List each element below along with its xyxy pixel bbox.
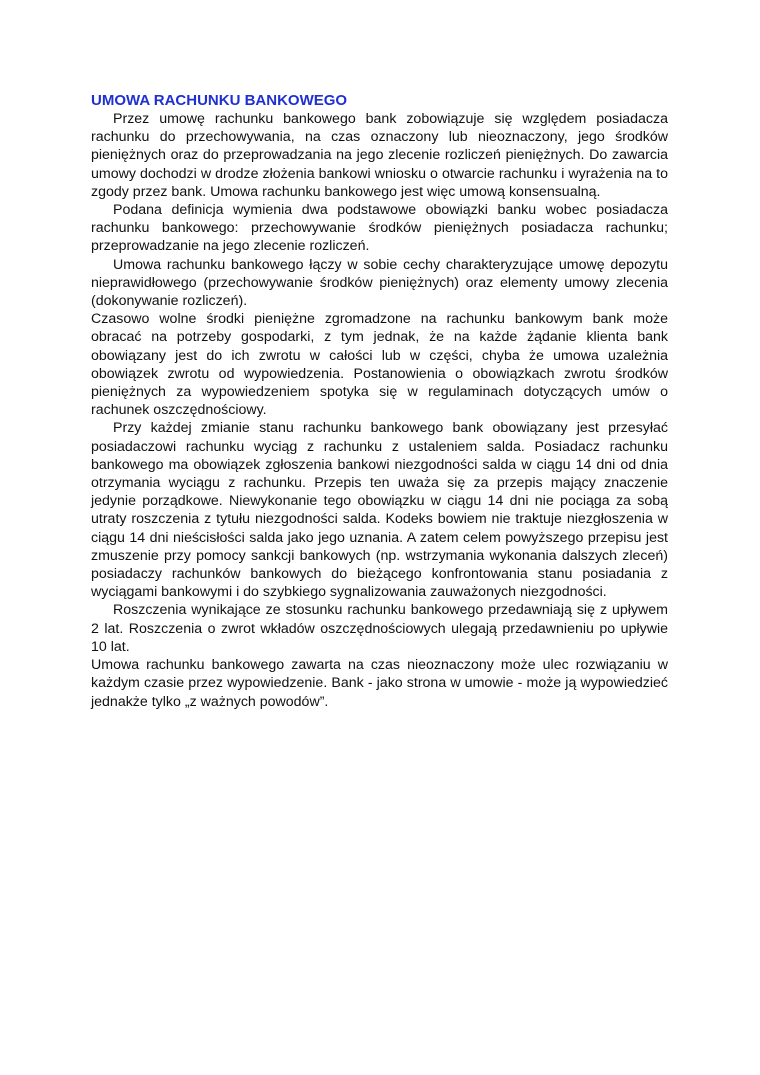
paragraph-bank-obligations: Podana definicja wymienia dwa podstawowe obowiązki banku wobec posiadacza rachunku bankowego: przechowywanie środków pieniężnych posiadacza rachunku; przeprowadzanie na jego zlecenie rozliczeń. (91, 202, 668, 255)
document-page (91, 92, 668, 711)
paragraph-termination: Umowa rachunku bankowego zawarta na czas nieoznaczony może ulec rozwiązaniu w każdym czasie przez wypowiedzenie. Bank - jako strona w umowie - może ją wypowiedzieć jednakże tylko „z ważnych powodów”. (91, 657, 668, 710)
paragraph-account-statement: Przy każdej zmianie stanu rachunku bankowego bank obowiązany jest przesyłać posiadaczowi rachunku wyciąg z rachunku z ustaleniem salda. Posiadacz rachunku bankowego ma obowiązek zgłoszenia bankowi niezgodności salda w ciągu 14 dni od dnia otrzymania wyciągu z rachunku. Przepis ten uważa się za przepis mający znaczenie jedynie porządkowe. Niewykonanie tego obowiązku w ciągu 14 dni nie pociąga za sobą utraty roszczenia z tytułu niezgodności salda. Kodeks bowiem nie traktuje niezgłoszenia w ciągu 14 dni nieścisłości salda jako jego uznania. A zatem celem powyższego przepisu jest zmuszenie przy pomocy sankcji bankowych (np. wstrzymania wykonania dalszych zleceń) posiadaczy rachunków bankowych do bieżącego konfrontowania stanu posiadania z wyciągami bankowymi i do szybkiego sygnalizowania zauważonych niezgodności. (91, 420, 668, 601)
paragraph-free-funds: Czasowo wolne środki pieniężne zgromadzone na rachunku bankowym bank może obracać na potrzeby gospodarki, z tym jednak, że na każde żądanie klienta bank obowiązany jest do ich zwrotu w całości lub w części, chyba że umowa uzależnia obowiązek zwrotu od wypowiedzenia. Postanowienia o obowiązkach zwrotu środków pieniężnych za wypowiedzeniem spotyka się w regulaminach dotyczących umów o rachunek oszczędnościowy. (91, 311, 668, 419)
document-title: UMOWA RACHUNKU BANKOWEGO (91, 92, 348, 109)
paragraph-contract-features: Umowa rachunku bankowego łączy w sobie cechy charakteryzujące umowę depozytu nieprawidłowego (przechowywanie środków pieniężnych) oraz elementy umowy zlecenia (dokonywanie rozliczeń). (91, 256, 668, 310)
paragraph-limitation: Roszczenia wynikające ze stosunku rachunku bankowego przedawniają się z upływem 2 lat. Roszczenia o zwrot wkładów oszczędnościowych ulegają przedawnieniu po upływie 10 lat. (91, 602, 668, 655)
paragraph-definition: Przez umowę rachunku bankowego bank zobowiązuje się względem posiadacza rachunku do przechowywania, na czas oznaczony lub nieoznaczony, jego środków pieniężnych oraz do przeprowadzania na jego zlecenie rozliczeń pieniężnych. Do zawarcia umowy dochodzi w drodze złożenia bankowi wniosku o otwarcie rachunku i wyrażenia na to zgody przez bank. Umowa rachunku bankowego jest więc umową konsensualną. (91, 111, 668, 200)
